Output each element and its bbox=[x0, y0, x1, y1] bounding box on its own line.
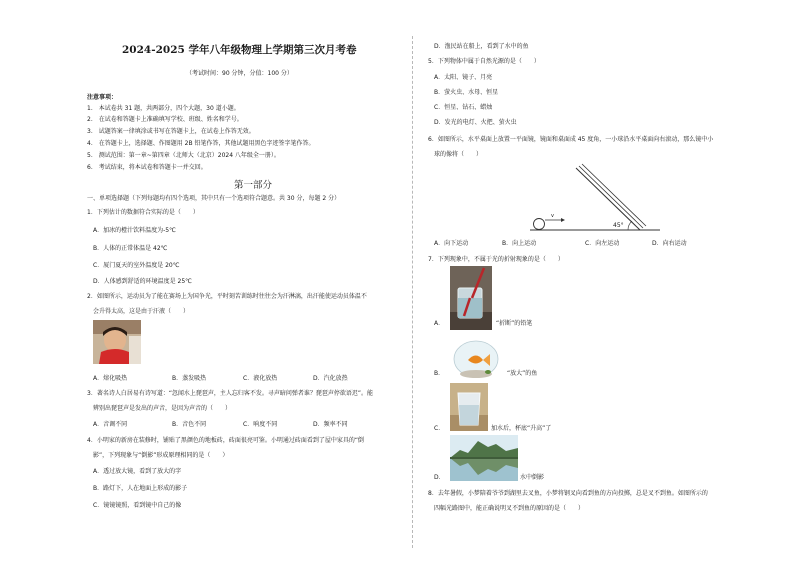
option: D．人体感到舒适的环境温度是 25℃ bbox=[93, 278, 192, 285]
option: A．音调不同 bbox=[93, 421, 128, 428]
part-heading: 第一部分 bbox=[234, 180, 273, 191]
option: A．向下运动 bbox=[434, 240, 469, 247]
option: D．频率不同 bbox=[313, 421, 348, 428]
exam-info: （考试时间：90 分钟，分值：100 分） bbox=[186, 70, 293, 77]
note-item: 6. 考试结束，将本试卷和答题卡一并交回。 bbox=[87, 164, 207, 171]
option: B．音色不同 bbox=[172, 421, 207, 428]
angle-label: 45° bbox=[613, 222, 624, 229]
question-stem: 四幅光路图中，能正确说明叉不到鱼的原因的是（ ） bbox=[434, 505, 585, 512]
note-item: 1. 本试卷共 31 题，共两部分，四个大题，30 道小题。 bbox=[87, 105, 240, 112]
option-letter: C． bbox=[434, 425, 445, 432]
option: B．蒸发吸热 bbox=[172, 375, 207, 382]
option: D．渔民站在船上，看到了水中的鱼 bbox=[434, 43, 529, 50]
page-title: 2024-2025 学年八年级物理上学期第三次月考卷 bbox=[122, 44, 357, 56]
option: C．镜镜镜照，看到镜中自己的像 bbox=[93, 502, 182, 509]
question-stem: 影”，下列现象与“倒影”形成原理相同的是（ ） bbox=[93, 452, 229, 459]
question-stem: 球的像将（ ） bbox=[434, 151, 483, 158]
option: A．透过放大镜，看到了放大的字 bbox=[93, 468, 182, 475]
question-stem: 2．如图所示，运动员为了能在赛场上为国争光，平时刻苦训练时往往会为汗淋漓，出汗能使运动员体温不 bbox=[87, 293, 367, 300]
option: A．太阳、镜子、月亮 bbox=[434, 74, 493, 81]
option-letter: B． bbox=[434, 370, 445, 377]
fish-bowl-photo bbox=[450, 334, 502, 380]
option: A．加冰的橙汁饮料温度为-5℃ bbox=[93, 227, 176, 234]
option-letter: A． bbox=[434, 320, 445, 327]
image-caption: “放大”的鱼 bbox=[507, 370, 538, 377]
option: C．恒星、钻石、蜡烛 bbox=[434, 104, 493, 111]
note-item: 3. 试题答案一律填涂或书写在答题卡上，在试卷上作答无效。 bbox=[87, 128, 255, 135]
cup-with-water-photo bbox=[450, 383, 488, 431]
image-caption: 加水后，杯底“升高”了 bbox=[491, 425, 552, 432]
option: B．向上运动 bbox=[502, 240, 537, 247]
velocity-label: v bbox=[551, 213, 554, 219]
note-item: 4. 在答题卡上，选择题、作图题用 2B 铅笔作答，其他试题用黑色字迹签字笔作答。 bbox=[87, 140, 315, 147]
question-stem: 辨别出琵琶声是发出的声音，是因为声音的（ ） bbox=[93, 405, 232, 412]
option: C．向左运动 bbox=[585, 240, 620, 247]
option: D．发光的电灯、火把、萤火虫 bbox=[434, 119, 517, 126]
section-heading: 一、单项选择题（下列每题均有四个选项，其中只有一个选项符合题意。共 30 分，每题 2 分） bbox=[87, 195, 341, 202]
question-stem: 6．如图所示，水平桌面上放置一平面镜，镜面和桌面成 45 度角，一小球沿水平桌面向右滚动，那么镜中小 bbox=[428, 136, 714, 143]
question-stem: 会升得太高，这是由于汗液（ ） bbox=[93, 308, 190, 315]
image-caption: 水中倒影 bbox=[520, 474, 545, 481]
athlete-photo bbox=[93, 320, 141, 364]
mirror-diagram bbox=[528, 162, 662, 234]
notes-heading: 注意事项： bbox=[87, 94, 118, 101]
note-item: 5. 测试范围：第一章~第四章（北师大（北京）2024 八年级全一册）。 bbox=[87, 152, 280, 159]
question-stem: 1．下列估计的数据符合实际的是（ ） bbox=[87, 209, 199, 216]
question-stem: 7．下列现象中，不属于光的折射现象的是（ ） bbox=[428, 256, 564, 263]
option: D．汽化放热 bbox=[313, 375, 348, 382]
reflection-photo bbox=[450, 435, 518, 481]
option: B．路灯下，人在地面上形成的影子 bbox=[93, 485, 188, 492]
question-stem: 8．去年暑假，小梦陪着爷爷到湖里去叉鱼，小梦将钢叉向看到鱼的方向投掷，总是叉不到鱼。如图所示的 bbox=[428, 490, 708, 497]
question-stem: 3．著名诗人白居易有诗写道：“忽闻水上琵琶声，主人忘归客不发。寻声暗问弹者谁？琵琶声停欲语迟”。能 bbox=[87, 390, 374, 397]
note-item: 2. 在试卷和答题卡上准确填写学校、班级、姓名和学号。 bbox=[87, 116, 243, 123]
option: C．液化放热 bbox=[243, 375, 278, 382]
option: C．厦门夏天的室外温度是 20℃ bbox=[93, 262, 180, 269]
option: B．萤火虫、水母、恒星 bbox=[434, 89, 499, 96]
pencil-in-glass-photo bbox=[450, 266, 492, 330]
option: A．熔化吸热 bbox=[93, 375, 128, 382]
question-stem: 5．下列物体中属于自然光源的是（ ） bbox=[428, 58, 540, 65]
option: C．响度不同 bbox=[243, 421, 278, 428]
column-divider bbox=[412, 36, 413, 548]
question-stem: 4．小明家的新房在装修时，铺贴了黑颜色的地板砖，砖面很亮可鉴。小明通过砖面看到了屋中家具的“倒 bbox=[87, 437, 364, 444]
option: D．向右运动 bbox=[652, 240, 687, 247]
image-caption: “折断”的铅笔 bbox=[496, 320, 533, 327]
option: B．人体的正常体温是 42℃ bbox=[93, 245, 168, 252]
option-letter: D． bbox=[434, 474, 445, 481]
